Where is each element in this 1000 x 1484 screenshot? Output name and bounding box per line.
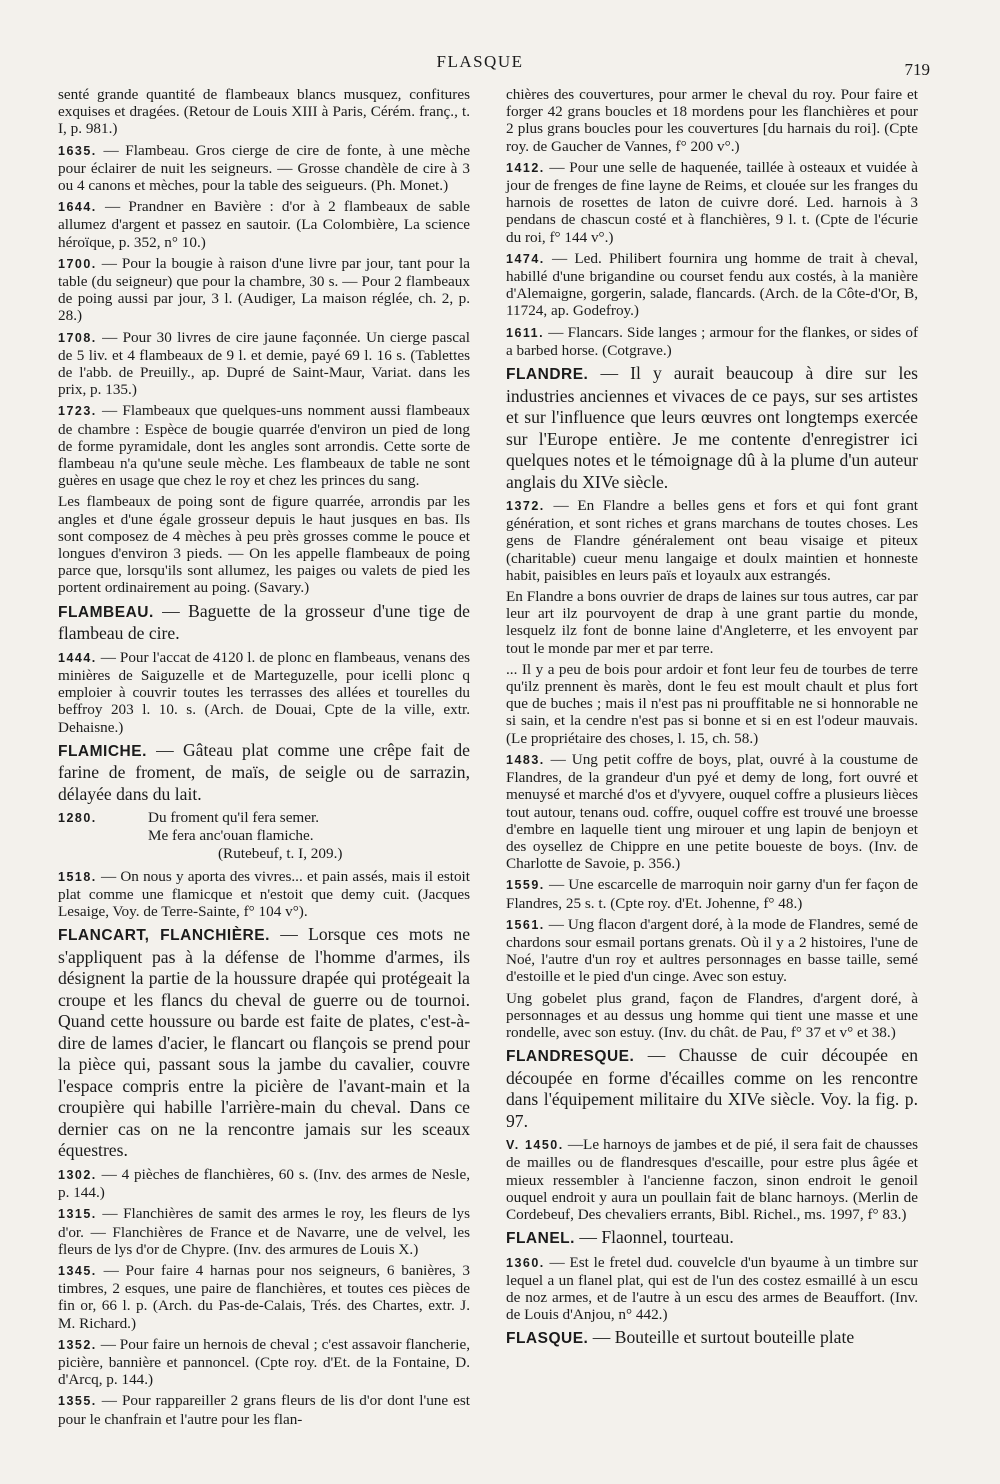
headword-entry [506,363,918,493]
running-head: FLASQUE [436,52,524,71]
entry-text: — Une escarcelle de marroquin noir garny d'un fer façon de Flandres, 25 s. t. (Cpte roy. d'Et. Johenne, f° 48.) [506,876,919,912]
left-column [58,86,470,1432]
page-number: 719 [904,60,930,79]
entry-text: — 4 pièches de flanchières, 60 s. (Inv. des armes de Nesle, p. 144.) [58,1165,470,1202]
entry-text: —Le harnoys de jambes et de pié, il sera fait de chausses de mailles ou de flandresques d'escaille, pour estre plus âgée et mieux ressembler à l'ancienne faczon, sinon endroit le genoil ouquel endroit y aura un poullain fait de blanc harnoys. (Merlin de Cordebeuf, Des chevaliers errants, Bibl. Richel., ms. 1997, f° 83.) [506,1136,918,1223]
dated-entry [58,1166,470,1201]
entry-year: 1280. [58,811,97,826]
verse-line: Me fera anc'ouan flamiche. [148,827,314,845]
paragraph: ... Il y a peu de bois pour ardoir et font leur feu de tourbes de terre qu'ilz prennent ès marès, dont le feu est moult chault et plus fort que de buches ; mais il n'est pas ni prouffitable ne si honnorable ne si sain, et la cendre n'est pas si bonne et si en est l'odeur mauvais. (Le propriétaire des choses, l. 15, ch. 58.) [506,660,918,747]
entry-text: — Flanchières de samit des armes le roy, les fleurs de lys d'or. — Flanchières de France et de Navarre, une de velvel, les fleurs de lys d'or de Chypre. (Inv. des armures de Louis X.) [58,1205,470,1258]
entry-year: 1708. [58,330,97,345]
entry-year: V. 1450. [506,1138,564,1153]
headword: FLANDRESQUE. [506,1048,635,1066]
entry-text: — Pour l'accat de 4120 l. de plonc en flambeaus, venans des minières de Saiguzelle et de Marteguzelle, pour icelli plonc q emploier à couvrir toutes les terrasses des allées et tourelles du beffroy 203 l. 10. s. (Arch. de Douai, Cpte de la ville, extr. Dehaisne.) [58,648,470,736]
verse-citation: (Rutebeuf, t. I, 209.) [218,844,343,862]
entry-text: — Est le fretel dud. couvelcle d'un byaume à un timbre sur lequel a un flanel plat, qui est de l'un des costez esmaillé à un escu de noz armes, et de l'autre à un escu des armes de Beauffort. (Inv. de Louis d'Anjou, n° 442.) [506,1253,918,1324]
verse-quote [58,809,470,862]
dated-entry [58,402,470,489]
dated-entry [58,329,470,399]
entry-year: 1444. [58,650,97,665]
page-header [60,52,930,79]
headword-entry [506,1227,918,1250]
definition: — Lorsque ces mots ne s'appliquent pas à la défense de l'homme d'armes, ils désignent la partie de la houssure drapée qui protégeait la croupe et les flancs du cheval de guerre ou de tournoi. Quand cette houssure ou barde est faite de plates, c'est-à-dire de lames d'acier, le flancart ou flançois se prend pour la pièce qui, passant sous la jambe du cavalier, couvre l'espace compris entre la picière de l'avant-main et la croupière qui habille l'arrière-main du cheval. Dans ce dernier cas on ne la rencontre jamais sur les sceaux équestres. [58,924,470,1161]
entry-text: — Prandner en Bavière : d'or à 2 flambeaux de sable allumez d'argent et passez en sautoir. (La Colombière, La science héroïque, p. 352, n° 10.) [58,198,471,251]
verse-line: Du froment qu'il fera semer. [148,809,320,827]
headword: FLAMBEAU. [58,603,154,621]
paragraph: Les flambeaux de poing sont de figure quarrée, arrondis par les angles et d'une égale grosseur depuis le haut jusques en bas. Ils sont composez de 4 mèches à peu près grosses comme le pouce et longues d'environ 3 pieds. — On les appelle flambeaux de poing parce que, lorsqu'ils sont allumez, les paiges ou valets de pied les portent ordinairement au poing. (Savary.) [58,493,470,597]
right-column [506,86,918,1354]
headword-entry [506,1327,918,1350]
definition: — Chausse de cuir découpée en découpée en forme d'écailles comme on les rencontre dans l'équipement militaire du XIVe siècle. Voy. la fig. p. 97. [506,1045,918,1131]
entry-text: — Pour une selle de haquenée, taillée à osteaux et vuidée à jour de frenges de fine layne de Reims, et clouée sur les franges du harnois de rosettes de laton de cuivre doré. Led. harnois à 3 pendans de chascun costé et à flanchières, 9 l. t. (Cpte de l'écurie du roi, f° 144 v°.) [506,158,918,246]
entry-text: — Pour 30 livres de cire jaune façonnée. Un cierge pascal de 5 liv. et 4 flambeaux de 9 l. et demie, payé 69 l. 16 s. (Tablettes de l'abb. de Preuilly., ap. Dupré de Saint-Maur, Variat. dans les prix, p. 135.) [58,328,471,399]
dated-entry [58,198,470,251]
dated-entry [506,250,918,320]
entry-year: 1518. [58,869,97,884]
entry-text: — Flancars. Side langes ; armour for the flankes, or sides of a barbed horse. (Cotgrave.) [506,323,919,359]
definition: — Flaonnel, tourteau. [574,1227,734,1248]
headword-entry [506,1045,918,1132]
entry-text: — Pour faire 4 harnas pour nos seigneurs, 6 banières, 3 timbres, 2 esques, une paire de flanchières, et toutes ces pièces de fin or, 66 l. p. (Arch. du Pas-de-Calais, Trés. des Chartes, extr. J. M. Richard.) [58,1261,471,1332]
dated-entry [58,1262,470,1332]
paragraph: En Flandre a bons ouvrier de draps de laines sur tous autres, car par leur art ilz pourvoyent de drap à une grant partie du monde, lesquelz ilz font de bonne laine d'Angleterre, et les envoyent par tout le monde par mer et par terre. [506,588,918,657]
entry-year: 1412. [506,160,545,175]
headword-entry [58,740,470,806]
definition: — Il y aurait beaucoup à dire sur les industries anciennes et vivaces de ce pays, sur ses artistes et sur l'influence que leurs œuvres ont longtemps exercée sur l'Europe entière. Je me contente d'enregistrer ici quelques notes et le témoignage dû à la plume d'un auteur anglais du XIVe siècle. [506,363,918,492]
entry-year: 1559. [506,878,545,893]
entry-year: 1700. [58,256,97,271]
dated-entry [58,255,470,325]
dated-entry [506,916,918,986]
entry-text: — Ung flacon d'argent doré, à la mode de Flandres, semé de chardons sour esmail portans grenats. Où il y a 2 histoires, l'une de Noé, l'autre d'un roy et aultres personnages en basse taille, semé d'estoille et le pied d'un cinge. Avec son estuy. [506,915,919,986]
headword: FLANDRE. [506,366,589,384]
paragraph: Ung gobelet plus grand, façon de Flandres, d'argent doré, à personnages et au dessus ung homme qui tient une masse et une rondelle, avec son estuy. (Inv. du chât. de Pau, f° 37 et v° et 38.) [506,989,918,1041]
dated-entry [58,142,470,195]
headword-entry [58,601,470,645]
dated-entry [58,649,470,736]
entry-year: 1483. [506,752,545,767]
headword: FLANEL. [506,1230,575,1248]
headword: FLASQUE. [506,1330,589,1348]
entry-text: — Flambeaux que quelques-uns nomment aussi flambeaux de chambre : Espèce de bougie quarrée d'environ un pied de long de forme pyramidale, dont les angles sont arrondis. Cette sorte de flambeau n'a qu'une seule mèche. Les flambeaux de table ne sont guères en usage que chez le roy et chez les princes du sang. [58,402,470,490]
dated-entry [506,876,918,911]
entry-year: 1644. [58,200,97,215]
dated-entry [506,497,918,584]
entry-text: — On nous y aporta des vivres... et pain assés, mais il estoit plat comme une flamicque et n'estoit que demy cuit. (Jacques Lesaige, Voy. de Terre-Sainte, f° 104 v°). [58,867,470,921]
entry-year: 1352. [58,1337,97,1352]
dated-entry [506,159,918,246]
dated-entry [58,1336,470,1389]
entry-year: 1474. [506,251,545,266]
paragraph: chières des couvertures, pour armer le cheval du roy. Pour faire et forger 42 grans boucles et 18 mordens pour les flanchières et pour 2 plus grans boucles pour les couvertures [du harnais du roi]. (Cpte roy. de Gaucher de Vannes, f° 200 v°.) [506,86,918,155]
dated-entry [506,751,918,872]
entry-text: — Flambeau. Gros cierge de cire de fonte, à une mèche pour éclairer de nuit les seigneurs. — Grosse chandèle de cire à 3 ou 4 canons et mèches, pour la table des seigueurs. (Ph. Monet.) [58,141,471,195]
entry-year: 1360. [506,1255,545,1270]
entry-text: — En Flandre a belles gens et fors et qui font grant génération, et sont riches et grans marchans de toutes choses. Les gens de Flandre généralement ont beau visaige et piteux (charitable) cueur menu langaige et doulx maintien et honneste habit, paisibles en leurs païs et loyaulx aux estrangés. [506,497,919,584]
entry-text: — Pour rappareiller 2 grans fleurs de lis d'or dont l'une est pour le chanfrain et l'autre pour les flan- [58,1392,471,1428]
dated-entry [506,1254,918,1324]
definition: — Bouteille et surtout bouteille plate [588,1327,855,1348]
dated-entry [58,1392,470,1427]
entry-year: 1372. [506,499,545,514]
entry-text: — Pour la bougie à raison d'une livre par jour, tant pour la table (du seigneur) que pour la chambre, 30 s. — Pour 2 flambeaux de poing aussi par jour, 3 l. (Audiger, La maison réglée, ch. 2, p. 28.) [58,254,470,325]
definition: — Baguette de la grosseur d'une tige de flambeau de cire. [58,600,470,644]
headword-entry [58,924,470,1162]
entry-year: 1345. [58,1263,97,1278]
headword: FLAMICHE. [58,742,147,760]
entry-text: — Ung petit coffre de boys, plat, ouvré à la coustume de Flandres, de la grandeur d'un pyé et demy de long, fort ouvré et menuysé et marché d'os et d'yvyere, ouquel coffre a plusieurs lièces tout autour, tenans oud. coffre, ouquel coffre est trouvé une broesse d'embre en laquelle tient ung mirouer et ung lapin de benjoyn et des oysellez de Chippre en une petite boueste de boys. (Inv. de Charlotte de Savoie, p. 356.) [506,750,918,873]
entry-year: 1635. [58,143,97,158]
dated-entry [506,1136,918,1223]
entry-text: — Pour faire un hernois de cheval ; c'est assavoir flancherie, picière, bannière et pannoncel. (Cpte roy. d'Et. de la Fontaine, D. d'Arcq, p. 144.) [58,1335,471,1389]
entry-year: 1315. [58,1207,97,1222]
dated-entry [58,868,470,921]
paragraph: senté grande quantité de flambeaux blancs musquez, confitures exquises et dragées. (Retour de Louis XIII à Paris, Cérém. franç., t. I, p. 981.) [58,86,470,138]
definition: — Gâteau plat comme une crêpe fait de farine de froment, de maïs, de seigle ou de sarrazin, délayée dans du lait. [58,739,470,804]
dated-entry [506,324,918,359]
dated-entry [58,1205,470,1258]
headword: FLANCART, FLANCHIÈRE. [58,927,270,945]
entry-year: 1723. [58,404,97,419]
entry-year: 1355. [58,1394,97,1409]
entry-year: 1302. [58,1167,97,1182]
entry-text: — Led. Philibert fournira ung homme de trait à cheval, habillé d'une brigandine ou courset fendu aux costés, à la manière d'Alemaigne, gorgerin, salade, flancards. (Arch. de la Côte-d'Or, B, 11724, ap. Godefroy.) [506,249,919,320]
entry-year: 1611. [506,325,545,340]
entry-year: 1561. [506,917,545,932]
